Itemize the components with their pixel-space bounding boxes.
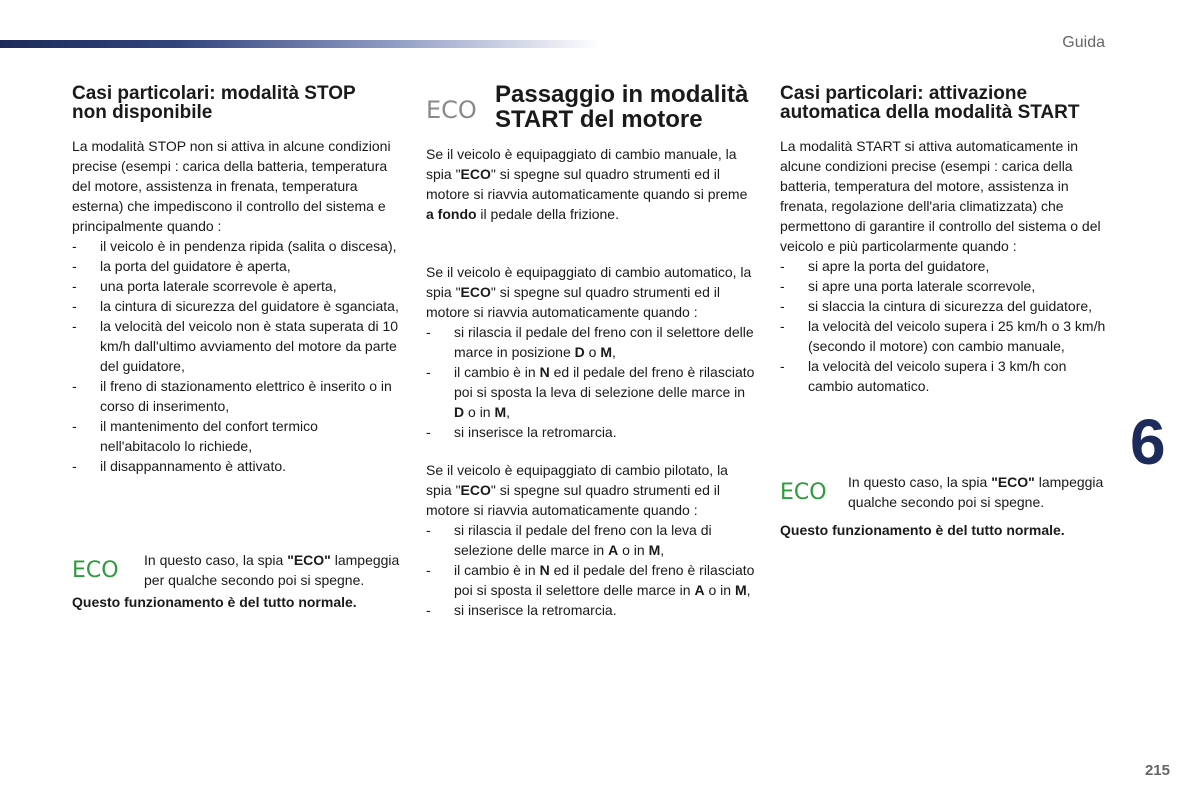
text: o in (704, 582, 735, 598)
gear-d: D (454, 404, 465, 420)
eco-green-icon (780, 480, 836, 507)
text: Se il veicolo è equipaggiato di cambio pilotato, la spia " (426, 462, 728, 498)
title-line-1: Passaggio in modalità (495, 81, 749, 108)
note-text-pre: In questo caso, la spia (848, 474, 992, 490)
list-item: - si inserisce la retromarcia. (426, 422, 756, 442)
text: ed il pedale del freno è rilasciato poi si sposta il selettore delle marce in (454, 562, 755, 598)
list-item: - la cintura di sicurezza del guidatore è sganciata, (72, 296, 402, 316)
title-line-2: non disponibile (72, 102, 213, 123)
title-line-1: Casi particolari: attivazione (780, 83, 1028, 104)
list-item: - la velocità del veicolo supera i 3 km/h con cambio automatico. (780, 356, 1110, 396)
note-final: Questo funzionamento è del tutto normale. (72, 594, 357, 610)
text: o in (618, 542, 649, 558)
condition-list (780, 256, 1110, 396)
chapter-number: 6 (1130, 406, 1166, 478)
text: Se il veicolo è equipaggiato di cambio automatico, la spia " (426, 264, 752, 300)
eco-note (780, 472, 1110, 512)
column-start-activation (780, 80, 1110, 540)
note-final: Questo funzionamento è del tutto normale. (780, 522, 1065, 538)
text: il cambio è in (454, 364, 540, 380)
text: " si spegne sul quadro strumenti ed il motore si riavvia automaticamente quando si preme (426, 166, 748, 202)
intro-paragraph: La modalità START si attiva automaticamente in alcune condizioni precise (esempi : carica della batteria, temperatura del motore, assistenza in frenata, regolazione dell'aria climatizzata) che permettono di garantire il controllo del sistema o del veicolo e più particolarmente quando : (780, 138, 1101, 254)
text: o in (464, 404, 495, 420)
section-title-stop (72, 84, 402, 122)
text: Se il veicolo è equipaggiato di cambio manuale, la spia " (426, 146, 737, 182)
automatic-list (426, 322, 756, 442)
heading-block (426, 80, 756, 138)
piloted-list (426, 520, 756, 620)
note-eco-word: "ECO" (287, 552, 331, 568)
title-line-2: START del motore (495, 106, 703, 133)
eco-word: ECO (460, 166, 491, 182)
list-item: - la velocità del veicolo supera i 25 km/h o 3 km/h (secondo il motore) con cambio manuale, (780, 316, 1110, 356)
list-item: - il disappannamento è attivato. (72, 456, 402, 476)
gear-m: M (648, 542, 661, 558)
section-title-start (495, 82, 765, 132)
gear-a: A (694, 582, 705, 598)
eco-word: ECO (460, 482, 491, 498)
section-title-activation (780, 84, 1110, 122)
gear-m: M (734, 582, 747, 598)
list-item (426, 362, 756, 422)
column-start-mode (426, 80, 756, 620)
title-line-1: Casi particolari: modalità STOP (72, 83, 356, 104)
condition-list (72, 236, 402, 476)
text: , (746, 582, 751, 598)
text: o (584, 344, 601, 360)
list-item (426, 560, 756, 600)
column-stop-unavailable (72, 80, 402, 612)
text: " si spegne sul quadro strumenti ed il motore si riavvia automaticamente quando : (426, 284, 720, 320)
list-item: - la velocità del veicolo non è stata superata di 10 km/h dall'ultimo avviamento del motore da parte del guidatore, (72, 316, 402, 376)
eco-icon-label: ECO (426, 96, 477, 122)
section-label: Guida (1062, 34, 1105, 51)
note-text (144, 550, 402, 590)
svg-text:ECO: ECO (72, 558, 119, 580)
note-text-post: lampeggia qualche secondo poi si spegne. (848, 474, 1104, 510)
note-text-post: lampeggia per qualche secondo poi si spegne. (144, 552, 400, 588)
text: il pedale della frizione. (476, 206, 619, 222)
note-eco-word: "ECO" (991, 474, 1035, 490)
svg-text:ECO: ECO (780, 480, 827, 502)
text: si rilascia il pedale del freno con la leva di selezione delle marce in (454, 522, 712, 558)
gear-m: M (494, 404, 507, 420)
manual-paragraph (426, 144, 756, 224)
list-item: - si slaccia la cintura di sicurezza del guidatore, (780, 296, 1110, 316)
automatic-paragraph (426, 262, 756, 322)
note-text (848, 472, 1110, 512)
list-item: - il freno di stazionamento elettrico è inserito o in corso di inserimento, (72, 376, 402, 416)
gear-m: M (600, 344, 612, 360)
bold-text: a fondo (426, 206, 477, 222)
eco-word: ECO (460, 284, 491, 300)
text: , (612, 344, 616, 360)
list-item: - si apre la porta del guidatore, (780, 256, 1110, 276)
text: si rilascia il pedale del freno con il selettore delle marce in posizione (454, 324, 754, 360)
list-item: - una porta laterale scorrevole è aperta, (72, 276, 402, 296)
page-number: 215 (1144, 762, 1170, 779)
gear-d: D (574, 344, 585, 360)
list-item (426, 520, 756, 560)
intro-paragraph: La modalità STOP non si attiva in alcune condizioni precise (esempi : carica della batteria, temperatura del motore, assistenza in frenata, temperatura esterna) che impediscono il controllo del sistema e principalmente quando : (72, 138, 391, 234)
list-item: - la porta del guidatore è aperta, (72, 256, 402, 276)
list-item: - il mantenimento del confort termico nell'abitacolo lo richiede, (72, 416, 402, 456)
list-item (426, 322, 756, 362)
text: ed il pedale del freno è rilasciato poi si sposta la leva di selezione delle marce in (454, 364, 755, 400)
piloted-paragraph (426, 460, 756, 520)
title-line-2: automatica della modalità START (780, 102, 1080, 123)
gear-a: A (608, 542, 619, 558)
gear-n: N (539, 364, 550, 380)
gear-n: N (539, 562, 550, 578)
text: il cambio è in (454, 562, 540, 578)
text: , (660, 542, 665, 558)
note-text-pre: In questo caso, la spia (144, 552, 288, 568)
text: " si spegne sul quadro strumenti ed il motore si riavvia automaticamente quando : (426, 482, 720, 518)
eco-note (72, 550, 402, 590)
list-item: - si inserisce la retromarcia. (426, 600, 756, 620)
header-gradient-bar (0, 40, 600, 48)
eco-grey-icon (426, 96, 484, 127)
eco-green-icon (72, 558, 128, 585)
list-item: - si apre una porta laterale scorrevole, (780, 276, 1110, 296)
list-item: - il veicolo è in pendenza ripida (salita o discesa), (72, 236, 402, 256)
text: , (506, 404, 511, 420)
